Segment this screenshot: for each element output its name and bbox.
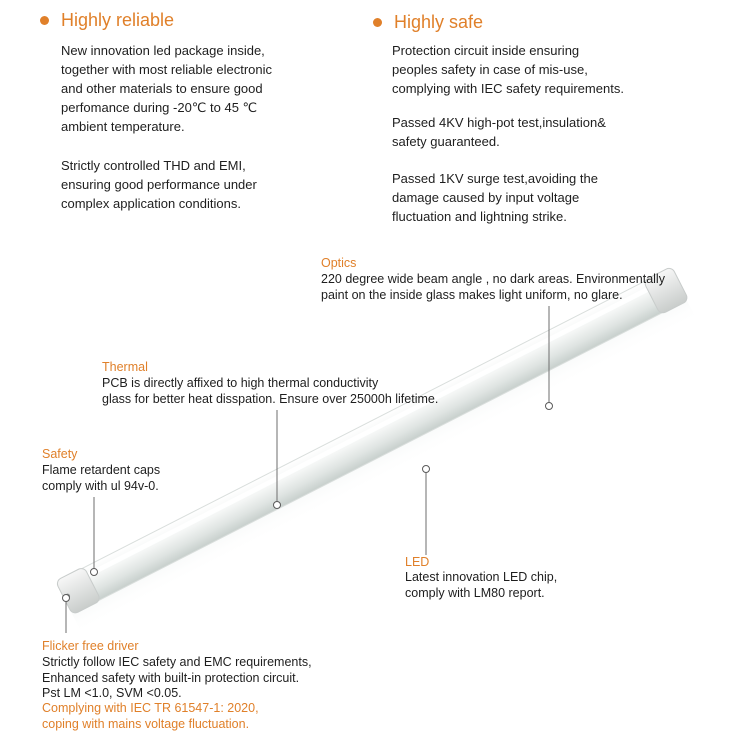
driver-description: Strictly follow IEC safety and EMC requirements, Enhanced safety with built-in protection circuit. Pst LM <1.0, SVM <0.05. — [42, 655, 312, 700]
thermal-label: Thermal — [102, 360, 148, 374]
reliable-paragraph-2: Strictly controlled THD and EMI, ensuring good performance under complex application conditions. — [61, 158, 257, 211]
safety-label: Safety — [42, 447, 78, 461]
reliable-title: Highly reliable — [61, 10, 175, 30]
callout-dot-thermal — [274, 502, 281, 509]
led-description: Latest innovation LED chip, comply with LM80 report. — [405, 570, 558, 600]
callout-dot-safety — [91, 569, 98, 576]
safe-title: Highly safe — [394, 12, 484, 32]
safe-paragraph-1: Protection circuit inside ensuring peoples safety in case of mis-use, complying with IEC safety requirements. — [392, 43, 624, 96]
tube-body — [55, 266, 689, 615]
optics-description: 220 degree wide beam angle , no dark areas. Environmentally paint on the inside glass makes light uniform, no glare. — [321, 272, 665, 302]
led-label: LED — [405, 555, 430, 569]
safe-paragraph-3: Passed 1KV surge test,avoiding the damage caused by input voltage fluctuation and lightning strike. — [392, 171, 598, 224]
callout-dot-optics — [546, 403, 553, 410]
driver-compliance-note: Complying with IEC TR 61547-1: 2020, coping with mains voltage fluctuation. — [42, 701, 259, 731]
safe-paragraph-2: Passed 4KV high-pot test,insulation& safety guaranteed. — [392, 115, 606, 149]
callout-dot-driver — [63, 595, 70, 602]
optics-label: Optics — [321, 256, 357, 270]
callout-dot-led — [423, 466, 430, 473]
reliable-paragraph-1: New innovation led package inside, together with most reliable electronic and other materials to ensure good perfomance during -20℃ to 45 ℃ ambient temperature. — [61, 43, 272, 134]
safety-description: Flame retardent caps comply with ul 94v-0. — [42, 463, 161, 493]
driver-label: Flicker free driver — [42, 639, 139, 653]
thermal-description: PCB is directly affixed to high thermal conductivity glass for better heat disspation. Ensure over 25000h lifetime. — [102, 376, 439, 406]
